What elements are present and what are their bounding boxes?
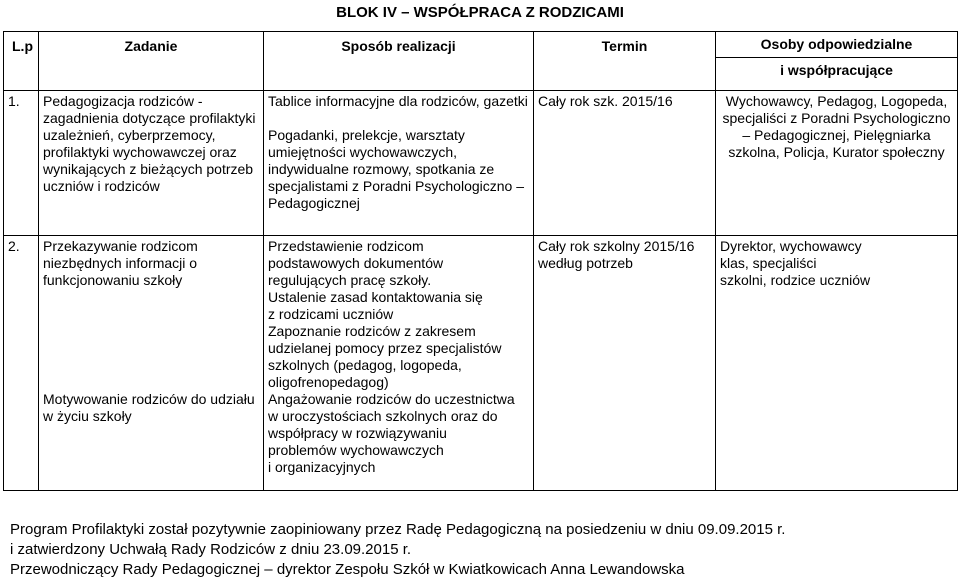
row-task-part1: Przekazywanie rodzicom niezbędnych informacji o funkcjonowaniu szkoły: [43, 238, 198, 288]
table-row: [4, 91, 958, 236]
header-task: Zadanie: [39, 32, 264, 91]
row-way: [264, 91, 534, 236]
footer-line-2: i zatwierdzony Uchwałą Rady Rodziców z dniu 23.09.2015 r.: [10, 541, 412, 558]
row-task: Pedagogizacja rodziców - zagadnienia dotyczące profilaktyki uzależnień, cyberprzemocy, profilaktyki wychowawczej oraz wynikających z bieżących potrzeb uczniów i rodziców: [39, 91, 264, 236]
header-who-line1: Osoby odpowiedzialne: [760, 36, 913, 52]
row-who: Wychowawcy, Pedagog, Logopeda, specjaliści z Poradni Psychologiczno – Pedagogicznej, Pielęgniarka szkolna, Policja, Kurator społeczny: [716, 91, 958, 236]
table-header-row: [4, 32, 958, 91]
footer-line-1: Program Profilaktyki został pozytywnie zaopiniowany przez Radę Pedagogiczną na posiedzeniu w dniu 09.09.2015 r.: [10, 521, 786, 538]
cooperation-table: [3, 31, 958, 491]
row-term: Cały rok szk. 2015/16: [534, 91, 716, 236]
header-who-line2: i współpracujące: [716, 57, 957, 83]
row-way: Przedstawienie rodzicom podstawowych dokumentów regulujących pracę szkoły. Ustalenie zasad kontaktowania się z rodzicami uczniów Zapoznanie rodziców z zakresem udzielanej pomocy przez specjalistów szkolnych (pedagog, logopeda, oligofrenopedagog) Angażowanie rodziców do uczestnictwa w uroczystościach szkolnych oraz do współpracy w rozwiązywaniu problemów wychowawczych i organizacyjnych: [264, 236, 534, 491]
row-task: [39, 236, 264, 491]
row-who: Dyrektor, wychowawcy klas, specjaliści szkolni, rodzice uczniów: [716, 236, 958, 491]
table-row: [4, 236, 958, 491]
header-lp: L.p: [4, 32, 39, 91]
header-who: [716, 32, 958, 91]
header-term: Termin: [534, 32, 716, 91]
row-number: 1.: [4, 91, 39, 236]
row-task-part2: Motywowanie rodziców do udziału w życiu szkoły: [43, 391, 255, 424]
row-term: Cały rok szkolny 2015/16 według potrzeb: [534, 236, 716, 491]
row-way-part2: Pogadanki, prelekcje, warsztaty umiejętności wychowawczych, indywidualne rozmowy, spotkania ze specjalistami z Poradni Psychologiczno – Pedagogicznej: [268, 127, 525, 211]
row-way-part1: Tablice informacyjne dla rodziców, gazetki: [268, 93, 528, 109]
footer-line-3: Przewodniczący Rady Pedagogicznej – dyrektor Zespołu Szkół w Kwiatkowicach Anna Lewandowska: [10, 561, 685, 578]
page-title: BLOK IV – WSPÓŁPRACA Z RODZICAMI: [336, 4, 624, 21]
header-way: Sposób realizacji: [264, 32, 534, 91]
row-number: 2.: [4, 236, 39, 491]
approval-note: [10, 520, 950, 580]
